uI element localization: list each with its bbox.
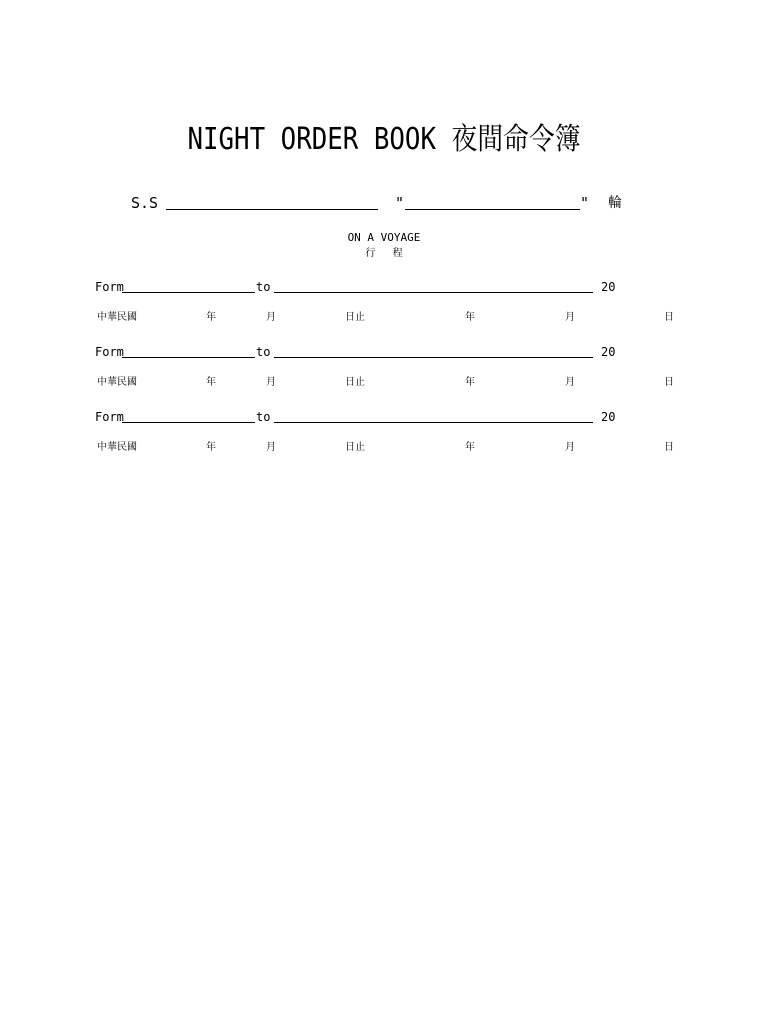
until-label: 日止 <box>345 312 365 323</box>
from-port-blank[interactable] <box>122 357 255 358</box>
from-port-blank[interactable] <box>122 422 255 423</box>
day-label: 日 <box>664 442 674 453</box>
year-label-end: 年 <box>465 312 475 323</box>
to-port-blank[interactable] <box>274 422 593 423</box>
to-label: to <box>256 410 271 424</box>
from-label: Form <box>95 345 124 359</box>
from-label: Form <box>95 410 124 424</box>
ship-alias-blank[interactable] <box>405 209 580 210</box>
page-title: NIGHT ORDER BOOK 夜間命令簿 <box>187 122 581 157</box>
year-label: 年 <box>206 312 216 323</box>
until-label: 日止 <box>345 442 365 453</box>
date-prefix: 中華民國 <box>97 442 137 453</box>
year-label-end: 年 <box>465 442 475 453</box>
close-quote: " <box>580 194 590 212</box>
month-label-end: 月 <box>565 442 575 453</box>
until-label: 日止 <box>345 377 365 388</box>
from-port-blank[interactable] <box>122 292 255 293</box>
month-label-end: 月 <box>565 377 575 388</box>
year-label-end: 年 <box>465 377 475 388</box>
to-label: to <box>256 345 271 359</box>
month-label: 月 <box>266 442 276 453</box>
year-prefix: 20 <box>601 345 616 359</box>
day-label: 日 <box>664 377 674 388</box>
to-label: to <box>256 280 271 294</box>
month-label: 月 <box>266 312 276 323</box>
to-port-blank[interactable] <box>274 292 593 293</box>
date-prefix: 中華民國 <box>97 312 137 323</box>
date-prefix: 中華民國 <box>97 377 137 388</box>
voyage-heading: ON A VOYAGE <box>347 231 421 244</box>
ship-prefix: S.S <box>131 194 159 212</box>
month-label-end: 月 <box>565 312 575 323</box>
open-quote: " <box>395 194 405 212</box>
to-port-blank[interactable] <box>274 357 593 358</box>
from-label: Form <box>95 280 124 294</box>
year-label: 年 <box>206 377 216 388</box>
month-label: 月 <box>266 377 276 388</box>
year-label: 年 <box>206 442 216 453</box>
day-label: 日 <box>664 312 674 323</box>
ship-suffix: 輪 <box>608 195 622 211</box>
year-prefix: 20 <box>601 410 616 424</box>
ship-name-blank[interactable] <box>166 209 378 210</box>
voyage-heading-zh: 行 程 <box>365 248 403 259</box>
year-prefix: 20 <box>601 280 616 294</box>
